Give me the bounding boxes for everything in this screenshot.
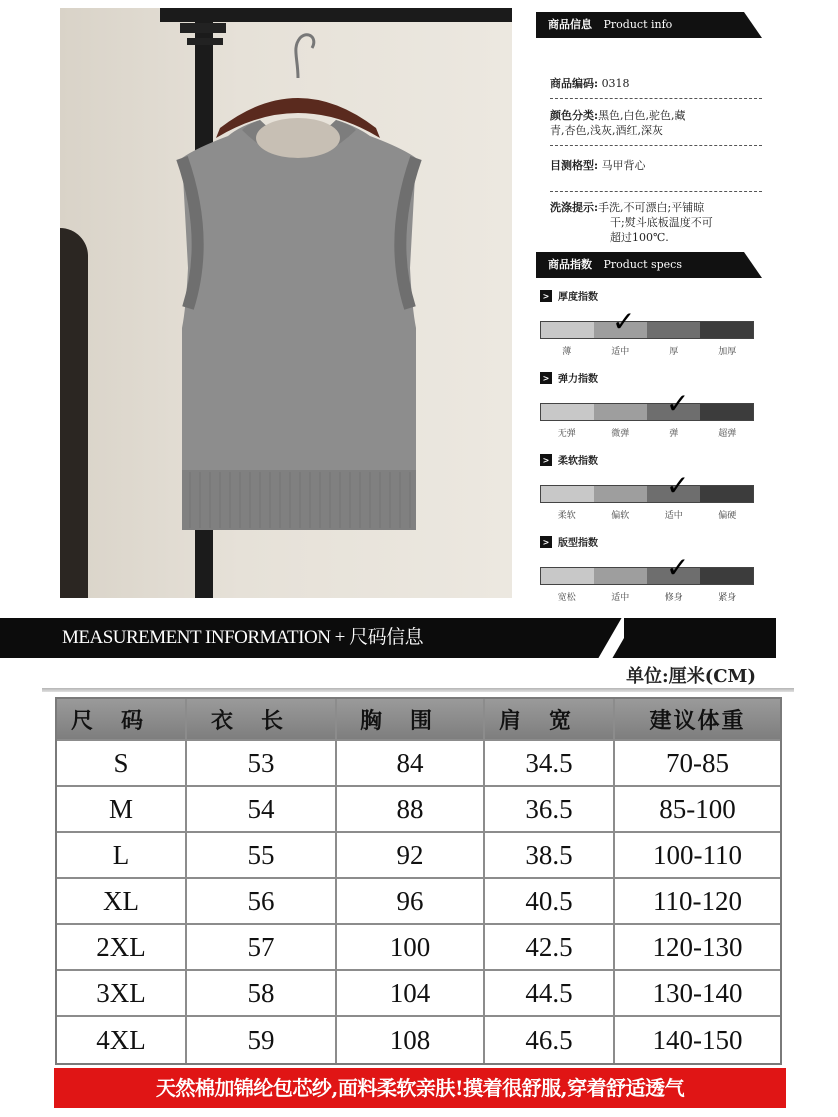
table-cell: 84 [337, 741, 485, 785]
product-code-row [550, 70, 762, 99]
arrow-icon: > [540, 536, 552, 548]
product-photo [60, 8, 512, 598]
table-row [57, 971, 780, 1017]
table-cell: 70-85 [666, 747, 729, 778]
spec-gauge [540, 360, 762, 442]
wash-line-2: 干;熨斗底板温度不可 [610, 216, 713, 229]
spec-tick-label: 紧身 [718, 593, 737, 603]
spec-title-text: 柔软指数 [558, 456, 598, 467]
unit-label: 单位:厘米(CM) [626, 666, 756, 687]
product-specs-title-cn: 商品指数 [548, 258, 592, 271]
spec-gauge [540, 278, 762, 360]
spec-gauge-bar [540, 485, 754, 503]
table-cell: 96 [337, 879, 485, 923]
table-row [57, 787, 780, 833]
gauge-segment [647, 322, 700, 338]
color-line-2: 青,杏色,浅灰,酒红,深灰 [550, 124, 663, 137]
table-cell: 130-140 [652, 977, 743, 1008]
gauge-segment [541, 404, 594, 420]
table-cell: M [57, 787, 187, 831]
arrow-icon: > [540, 372, 552, 384]
product-specs-title-en: Product specs [603, 258, 682, 271]
gauge-segment [594, 486, 647, 502]
table-cell: 104 [337, 971, 485, 1015]
spec-tick-label: 无弹 [557, 429, 576, 439]
table-cell: 55 [187, 833, 337, 877]
spec-gauges [536, 278, 762, 606]
table-row [57, 833, 780, 879]
spec-tick-label: 偏硬 [718, 511, 737, 521]
table-header-cell: 肩宽 [485, 699, 615, 739]
spec-tick-label: 修身 [664, 593, 683, 603]
gauge-segment [700, 568, 753, 584]
spec-ticks [540, 508, 754, 521]
spec-gauge-bar [540, 321, 754, 339]
spec-gauge [540, 442, 762, 524]
spec-tick-label: 加厚 [718, 347, 737, 357]
checkmark-icon: ✓ [666, 387, 690, 420]
product-info-title-cn: 商品信息 [548, 18, 592, 31]
spec-title [540, 288, 598, 303]
table-cell: 120-130 [652, 931, 743, 962]
table-row [57, 879, 780, 925]
table-header-cell: 尺码 [57, 699, 187, 739]
checkmark-icon: ✓ [666, 551, 690, 584]
checkmark-icon: ✓ [612, 305, 636, 338]
product-info-header [536, 12, 762, 38]
gauge-segment [700, 404, 753, 420]
product-info-panel [536, 12, 762, 606]
table-cell: L [57, 833, 187, 877]
table-cell: 36.5 [485, 787, 615, 831]
table-row [57, 1017, 780, 1063]
color-row [550, 99, 762, 146]
spec-tick-label: 适中 [611, 593, 630, 603]
table-row [57, 741, 780, 787]
table-cell: 4XL [57, 1017, 187, 1063]
table-header-cell: 建议体重 [649, 707, 746, 734]
table-cell: 88 [337, 787, 485, 831]
checkmark-icon: ✓ [666, 469, 690, 502]
style-value: 马甲背心 [601, 159, 646, 172]
wash-line-3: 超过100℃. [610, 231, 669, 244]
spec-title-text: 版型指数 [558, 538, 598, 549]
spec-tick-label: 弹 [669, 429, 679, 439]
gauge-segment [541, 322, 594, 338]
spec-tick-label: 超弹 [718, 429, 737, 439]
spec-gauge [540, 524, 762, 606]
table-cell: 34.5 [485, 741, 615, 785]
spec-tick-label: 偏软 [611, 511, 630, 521]
table-cell: 44.5 [485, 971, 615, 1015]
table-cell: 56 [187, 879, 337, 923]
table-header-cell: 胸围 [337, 699, 485, 739]
table-cell: 100 [337, 925, 485, 969]
table-cell: 85-100 [659, 793, 736, 824]
table-cell: 46.5 [485, 1017, 615, 1063]
arrow-icon: > [540, 290, 552, 302]
spec-title [540, 452, 598, 467]
table-cell: 57 [187, 925, 337, 969]
arrow-icon: > [540, 454, 552, 466]
spec-tick-label: 宽松 [557, 593, 576, 603]
product-specs-header [536, 252, 762, 278]
vest-illustration [60, 8, 512, 598]
spec-tick-label: 微弹 [611, 429, 630, 439]
table-cell: XL [57, 879, 187, 923]
product-code-value: 0318 [601, 77, 630, 90]
spec-gauge-bar [540, 567, 754, 585]
spec-title-text: 弹力指数 [558, 374, 598, 385]
spec-tick-label: 适中 [664, 511, 683, 521]
table-cell: 59 [187, 1017, 337, 1063]
spec-tick-label: 柔软 [557, 511, 576, 521]
gauge-segment [541, 568, 594, 584]
spec-gauge-bar [540, 403, 754, 421]
spec-ticks [540, 426, 754, 439]
table-cell: 54 [187, 787, 337, 831]
table-cell: 108 [337, 1017, 485, 1063]
table-cell: 53 [187, 741, 337, 785]
table-row [57, 925, 780, 971]
spec-title-text: 厚度指数 [558, 292, 598, 303]
color-label: 颜色分类: [550, 109, 599, 122]
wash-line-1: 手洗,不可漂白;平铺晾 [598, 201, 705, 214]
divider-rule [42, 688, 794, 692]
wash-label: 洗涤提示: [550, 201, 599, 214]
table-cell: 100-110 [653, 839, 742, 870]
wash-row [550, 192, 762, 252]
spec-ticks [540, 590, 754, 603]
gauge-segment [594, 404, 647, 420]
table-cell: 42.5 [485, 925, 615, 969]
style-row [550, 146, 762, 192]
style-label: 目测格型: [550, 159, 599, 172]
gauge-segment [594, 568, 647, 584]
table-cell: 58 [187, 971, 337, 1015]
spec-ticks [540, 344, 754, 357]
gauge-segment [541, 486, 594, 502]
table-cell: S [57, 741, 187, 785]
spec-tick-label: 厚 [669, 347, 679, 357]
gauge-segment [700, 322, 753, 338]
table-header-row [57, 699, 780, 741]
footer-banner: 天然棉加锦纶包芯纱,面料柔软亲肤!摸着很舒服,穿着舒适透气 [54, 1068, 786, 1108]
measurement-title: MEASUREMENT INFORMATION + 尺码信息 [62, 627, 424, 648]
color-line-1: 黑色,白色,驼色,藏 [598, 109, 686, 122]
table-cell: 40.5 [485, 879, 615, 923]
table-cell: 2XL [57, 925, 187, 969]
table-cell: 110-120 [653, 885, 742, 916]
table-cell: 38.5 [485, 833, 615, 877]
product-info-title-en: Product info [603, 18, 673, 31]
size-table [55, 697, 782, 1065]
gauge-segment [700, 486, 753, 502]
table-cell: 3XL [57, 971, 187, 1015]
spec-tick-label: 适中 [611, 347, 630, 357]
measurement-banner [0, 618, 776, 658]
table-cell: 140-150 [652, 1024, 743, 1055]
spec-title [540, 534, 598, 549]
spec-title [540, 370, 598, 385]
table-header-cell: 衣长 [187, 699, 337, 739]
table-cell: 92 [337, 833, 485, 877]
product-code-label: 商品编码: [550, 77, 599, 90]
spec-tick-label: 薄 [562, 347, 572, 357]
